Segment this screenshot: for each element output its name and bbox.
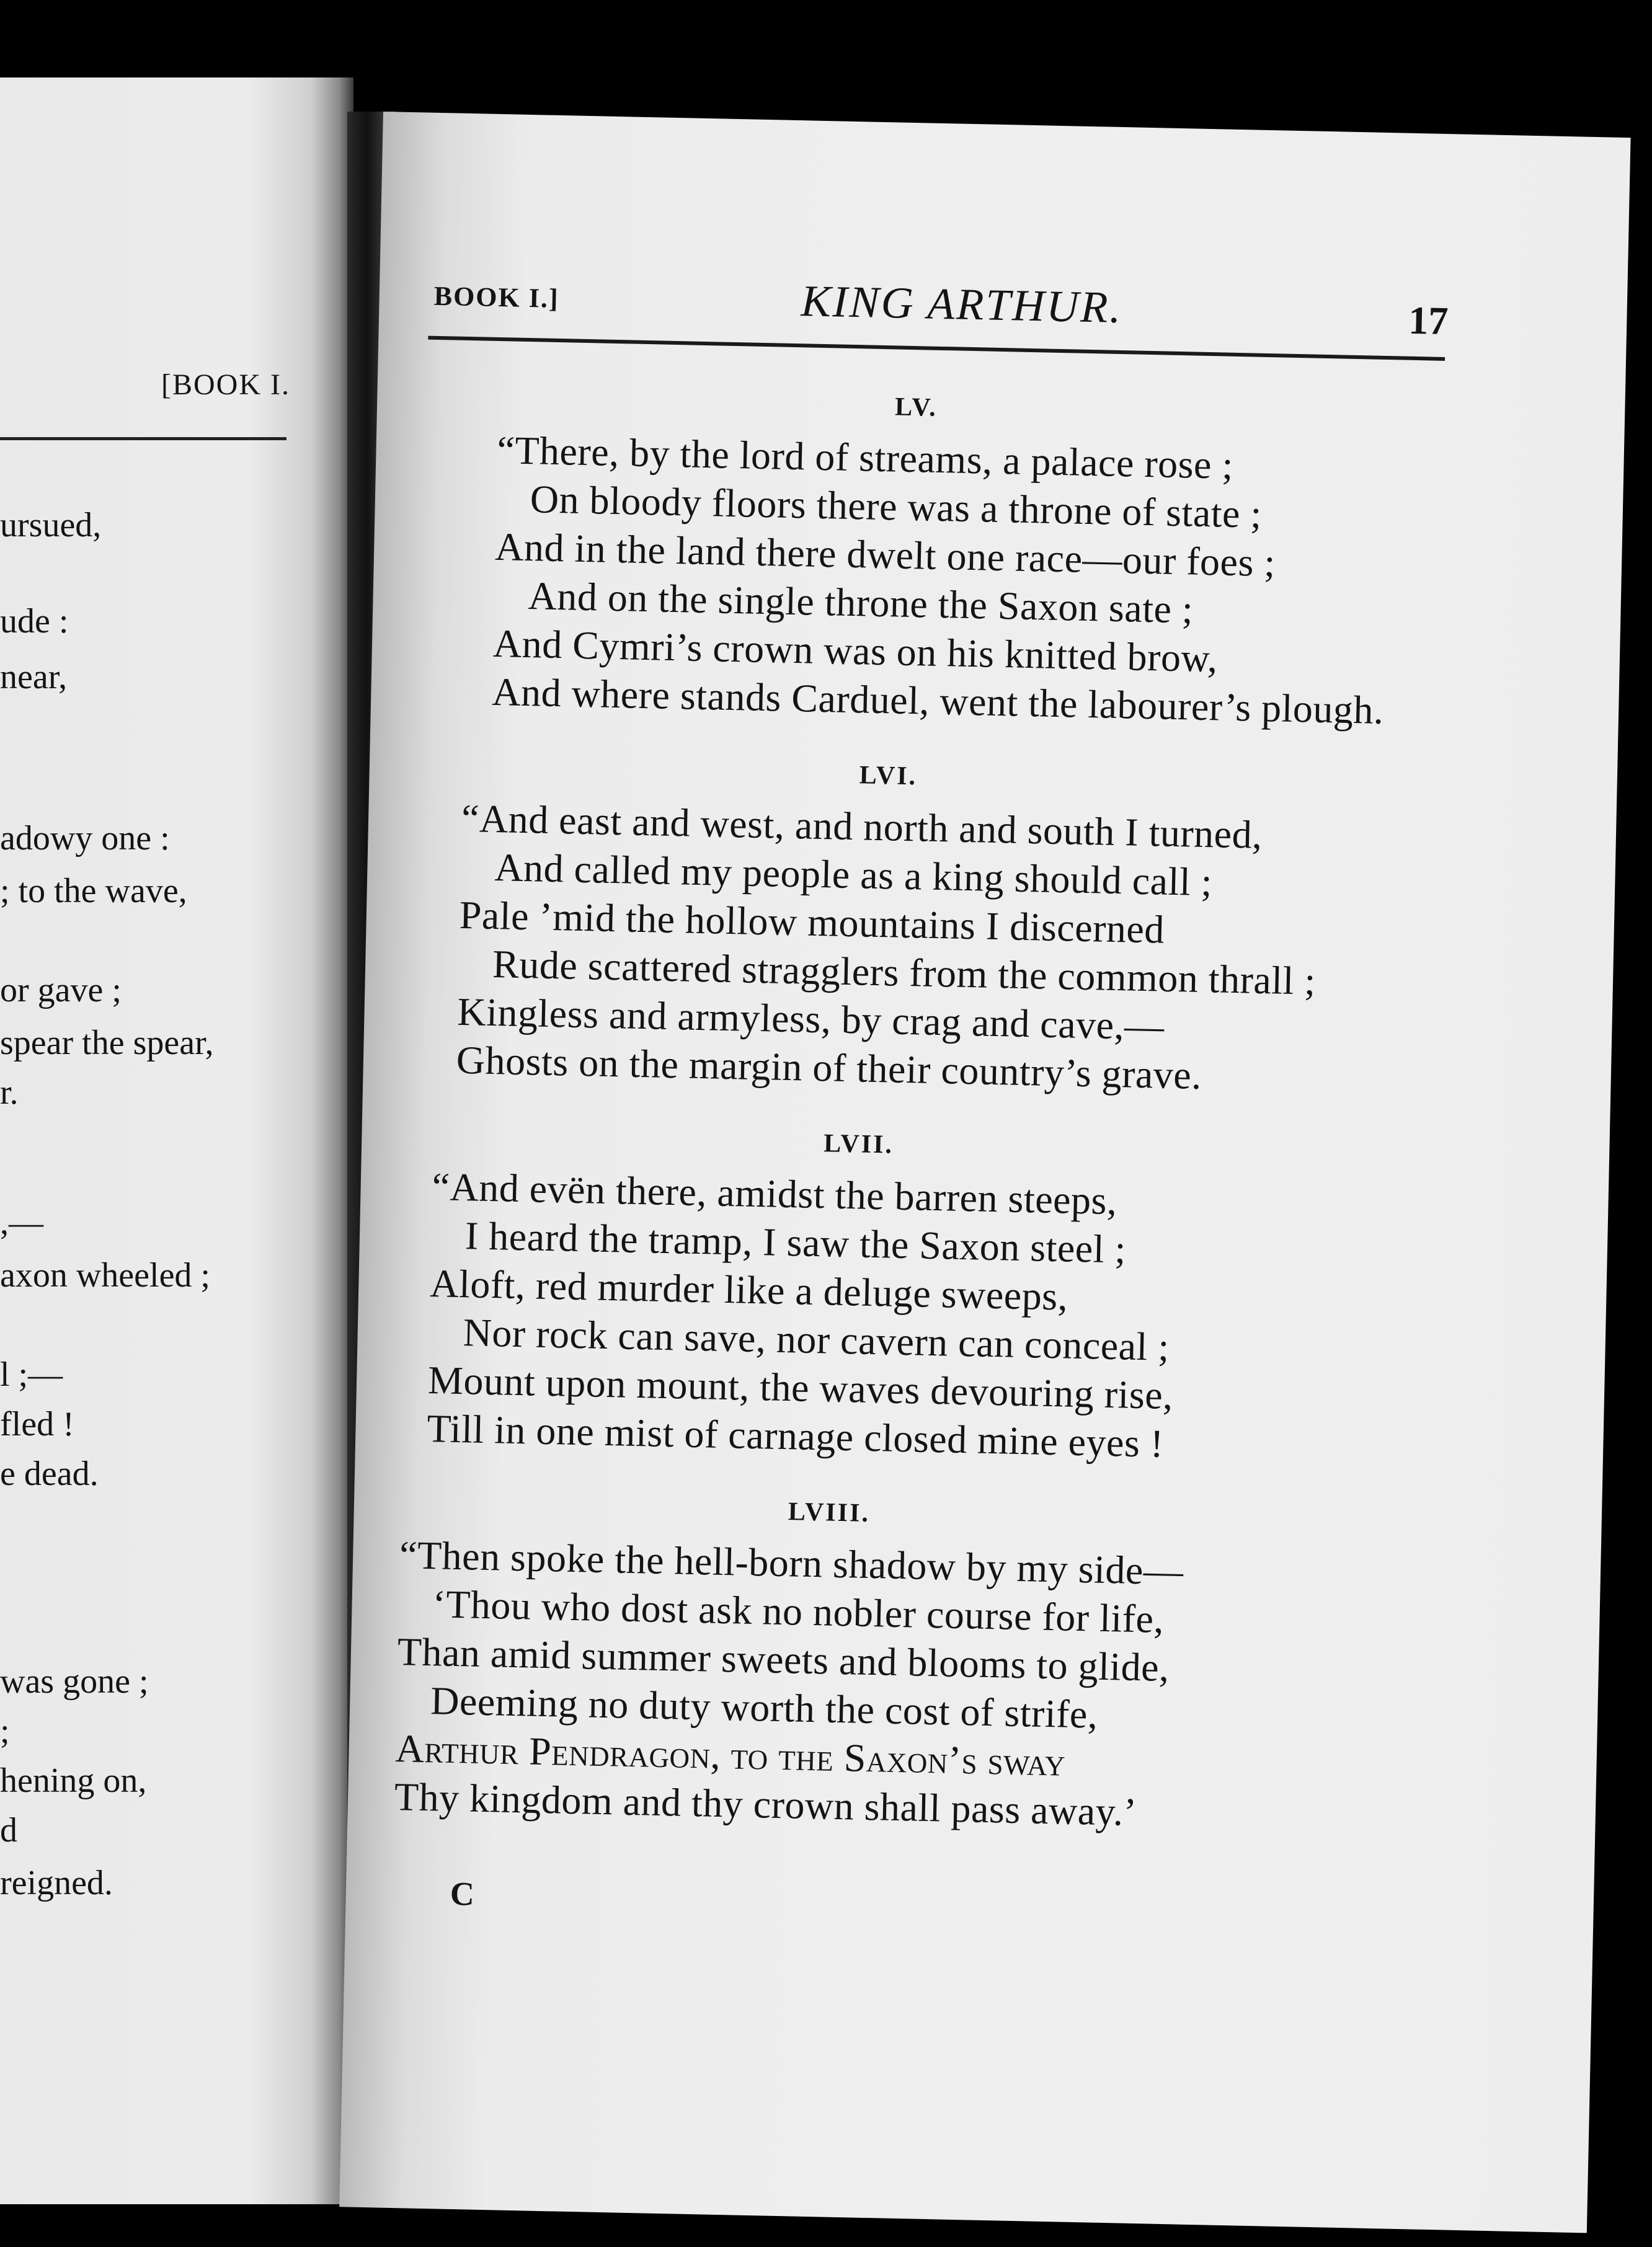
left-running-head	[161, 368, 290, 402]
left-line: ;	[0, 1712, 10, 1750]
verse-line: Arthur Pendragon, to the Saxon’s sway	[394, 1726, 1066, 1784]
verse-line: Ghosts on the margin of their country’s grave.	[456, 1037, 1202, 1097]
right-page	[339, 112, 1630, 2233]
verse-line: Kingless and armyless, by crag and cave,—	[456, 989, 1165, 1048]
left-line: l ;—	[0, 1355, 63, 1394]
stanza-number: LV.	[894, 392, 938, 422]
left-line: ,—	[0, 1203, 43, 1242]
left-line: reigned.	[0, 1864, 113, 1902]
verse-line: “There, by the lord of streams, a palace rose ;	[496, 427, 1234, 487]
verse-line: On bloody floors there was a throne of state ;	[530, 477, 1263, 536]
verse-line: And Cymri’s crown was on his knitted brow,	[492, 621, 1219, 681]
verse-line: Aloft, red murder like a deluge sweeps,	[429, 1261, 1068, 1319]
running-head-book: BOOK I.]	[433, 280, 560, 314]
running-title: KING ARTHUR.	[800, 276, 1124, 333]
left-line: ursued,	[0, 506, 102, 544]
left-line: spear the spear,	[0, 1024, 214, 1062]
left-line: or gave ;	[0, 971, 122, 1009]
verse-line: And on the single throne the Saxon sate ;	[527, 574, 1194, 632]
left-line: d	[0, 1811, 17, 1850]
left-line: axon wheeled ;	[0, 1256, 210, 1295]
verse-line: Than amid summer sweets and blooms to glide,	[397, 1629, 1170, 1690]
verse-line: “Then spoke the hell-born shadow by my side—	[399, 1533, 1184, 1593]
stanza-number: LVI.	[859, 761, 918, 791]
signature-mark: C	[450, 1874, 475, 1913]
left-line: ; to the wave,	[0, 872, 187, 910]
verse-line: Till in one mist of carnage closed mine eyes !	[426, 1406, 1165, 1466]
verse-line: Pale ’mid the hollow mountains I discerned	[459, 892, 1165, 952]
page-number: 17	[1408, 298, 1449, 343]
left-page	[0, 78, 353, 2204]
verse-line: And called my people as a king should call ;	[494, 845, 1213, 905]
verse-line: I heard the tramp, I saw the Saxon steel ;	[464, 1213, 1127, 1272]
verse-line: Mount upon mount, the waves devouring rise,	[427, 1357, 1174, 1418]
left-line: r.	[0, 1073, 19, 1112]
left-line: e dead.	[0, 1455, 99, 1493]
left-line: was gone ;	[0, 1662, 149, 1701]
verse-line: “And evën there, amidst the barren steeps,	[431, 1164, 1118, 1223]
header-rule	[428, 336, 1445, 361]
left-line: fled !	[0, 1405, 74, 1443]
stanza-number: LVII.	[823, 1129, 894, 1159]
left-line: adowy one :	[0, 819, 170, 858]
left-header-rule	[0, 437, 286, 440]
left-line: near,	[0, 658, 68, 696]
verse-line: “And east and west, and north and south I turned,	[461, 796, 1263, 857]
verse-line: Rude scattered stragglers from the common thrall ;	[492, 942, 1317, 1003]
left-line: hening on,	[0, 1762, 147, 1800]
verse-line: Thy kingdom and thy crown shall pass away.’	[394, 1774, 1138, 1835]
left-line: ude :	[0, 602, 69, 640]
stanza-number: LVIII.	[788, 1497, 871, 1528]
verse-line: And where stands Carduel, went the labourer’s plough.	[491, 669, 1385, 732]
verse-line: Deeming no duty worth the cost of strife,	[430, 1678, 1099, 1737]
verse-line: ‘Thou who dost ask no nobler course for life,	[432, 1582, 1165, 1641]
verse-line: Nor rock can save, nor cavern can conceal ;	[463, 1310, 1170, 1369]
verse-line: And in the land there dwelt one race—our foes ;	[494, 524, 1276, 585]
left-running-head-text: [BOOK I.	[161, 368, 290, 401]
